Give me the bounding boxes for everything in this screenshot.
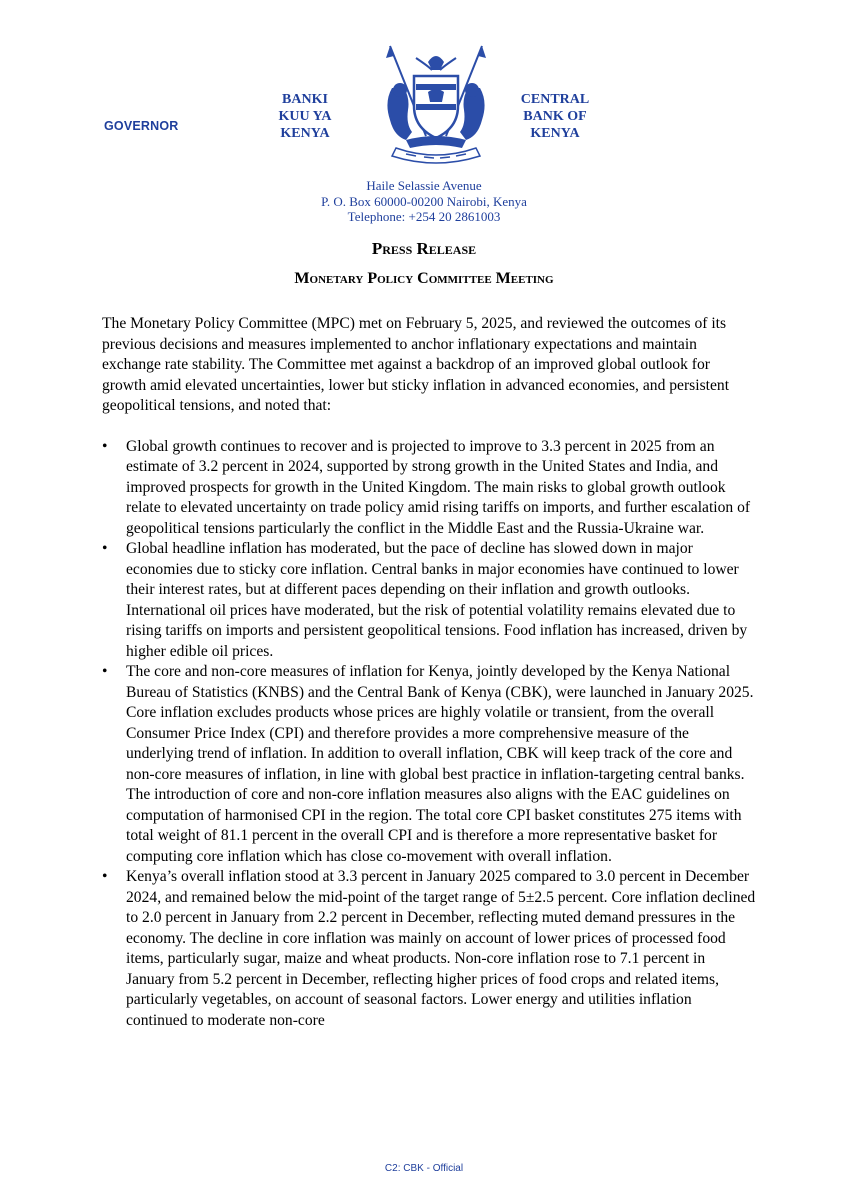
bullet-icon: • [102,437,108,455]
list-item-text: Kenya’s overall inflation stood at 3.3 percent in January 2025 compared to 3.0 percent in December 2024, and remained below the mid-point of the target range of 5±2.5 percent. Core inflation declined to 2.0 percent in January from 2.2 percent in December, reflecting muted demand pressures in the economy. The decline in core inflation was mainly on account of lower prices of processed food items, particularly sugar, maize and wheat products. Non-core inflation rose to 7.1 percent in January from 5.2 percent in December, reflecting higher prices of food crops and related items, particularly vegetables, on account of seasonal factors. Lower energy and utilities inflation continued to moderate non-core [126,868,756,1029]
bullet-icon: • [102,540,108,557]
bank-name-sw-line: BANKI [282,92,328,107]
page-title: Press Release [371,239,477,258]
list-item-text: Global growth continues to recover and is projected to improve to 3.3 percent in 2025 from an estimate of 3.2 percent in 2024, supported by strong growth in the United States and India, and improved prospects for growth in the United Kingdom. The main risks to global growth outlook relate to elevated uncertainty on trade policy amid rising tariffs on imports, and further escalation of geopolitical tensions particularly the conflict in the Middle East and the Russia-Ukraine war. [126,437,751,537]
press-release-body [102,314,757,1031]
page-subtitle: Monetary Policy Committee Meeting [294,270,554,287]
governor-label: GOVERNOR [104,119,179,133]
bank-name-sw-line: KENYA [280,126,330,141]
list-item-text: The core and non-core measures of inflation for Kenya, jointly developed by the Kenya National Bureau of Statistics (KNBS) and the Central Bank of Kenya (CBK), were launched in January 2025. Core inflation excludes products whose prices are highly volatile or transient, from the overall Consumer Price Index (CPI) and therefore provides a more comprehensive measure of the underlying trend of inflation. In addition to overall inflation, CBK will keep track of the core and non-core measures of inflation, in line with global best practice in inflation-targeting central banks. The introduction of core and non-core inflation measures also aligns with the EAC guidelines on computation of harmonised CPI in the region. The total core CPI basket constitutes 275 items with total weight of 81.1 percent in the overall CPI and is therefore a more representative basket for computing core inflation which has close co-movement with overall inflation. [126,663,754,865]
bullet-icon: • [102,663,108,680]
bank-name-english [510,91,600,142]
bank-name-en-line: CENTRAL [520,92,590,107]
list-item [102,867,757,1031]
coat-of-arms-icon [376,40,496,168]
bank-name-swahili [268,91,342,142]
list-item-text: Global headline inflation has moderated, but the pace of decline has slowed down in major economies due to sticky core inflation. Central banks in major economies have continued to lower their interest rates, but at different paces depending on their inflation and growth outlooks. International oil prices have moderated, but the risk of potential volatility remains elevated due to rising tariffs on imports and persistent geopolitical tensions. Food inflation has increased, driven by higher edible oil prices. [126,540,748,660]
address-street: Haile Selassie Avenue [366,178,482,193]
address-telephone: Telephone: +254 20 2861003 [347,209,501,225]
bullet-icon: • [102,868,108,885]
document-classification: C2: CBK - Official [384,1163,464,1174]
bank-name-sw-line: KUU YA [278,109,332,124]
list-item [102,662,757,867]
observations-list [102,437,757,1032]
intro-paragraph: The Monetary Policy Committee (MPC) met on February 5, 2025, and reviewed the outcomes of its previous decisions and measures implemented to anchor inflationary expectations and maintain exchange rate stability. The Committee met against a backdrop of an improved global outlook for growth amid elevated uncertainties, lower but sticky inflation in advanced economies, and persistent geopolitical tensions, and noted that: [102,315,730,414]
list-item [102,539,757,662]
list-item [102,437,757,540]
bank-name-en-line: BANK OF [523,109,587,124]
bank-address [0,178,848,225]
bank-name-en-line: KENYA [530,126,580,141]
address-po-box: P. O. Box 60000-00200 Nairobi, Kenya [321,193,527,209]
